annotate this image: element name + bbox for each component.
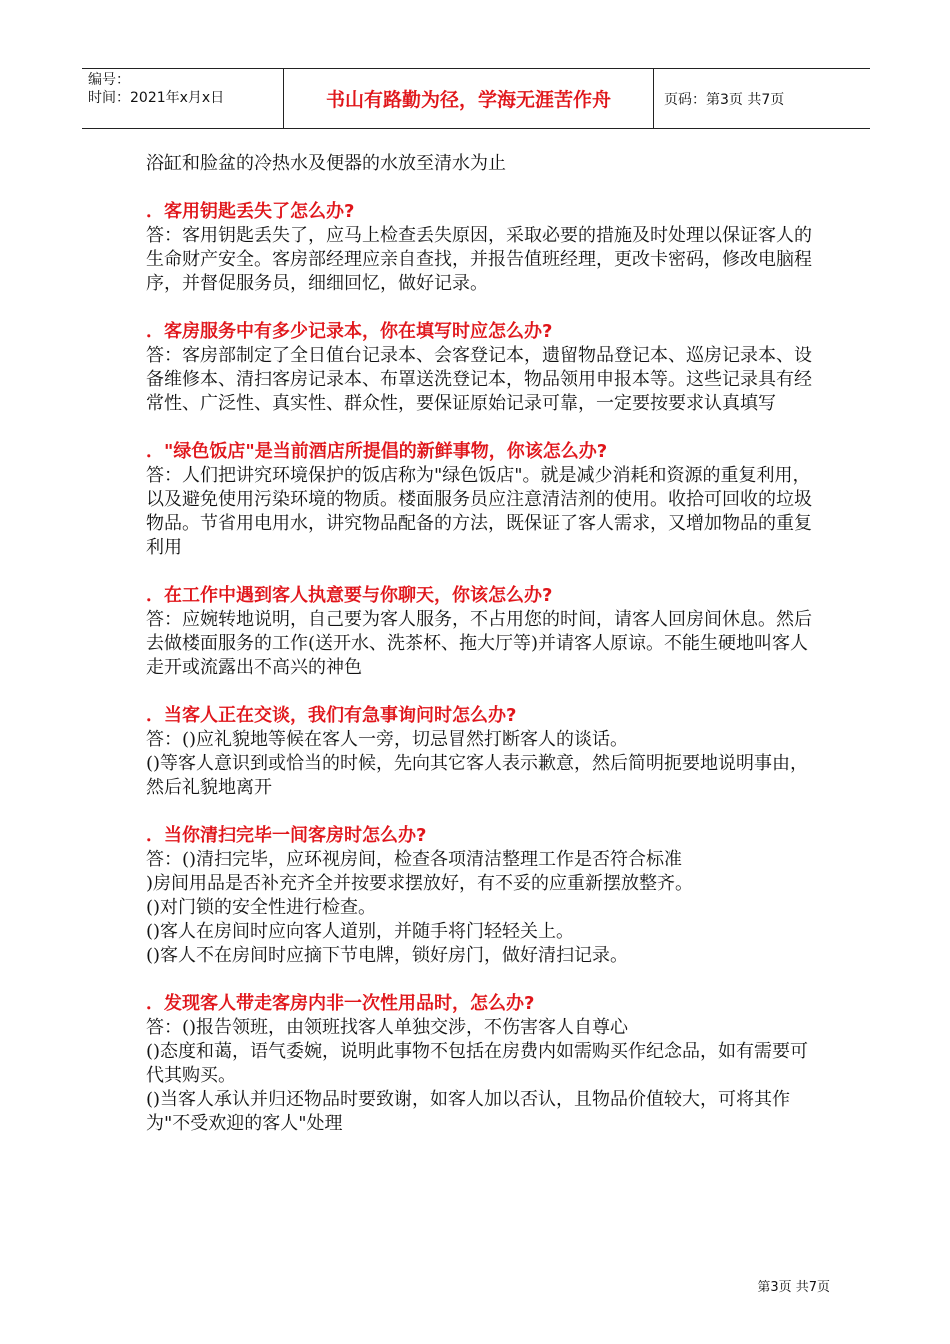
- date-label: 时间：2021年x月x日: [88, 90, 225, 106]
- answer-paragraph: 答：客房部制定了全日值台记录本、会客登记本，遗留物品登记本、巡房记录本、设备维修本、清扫客房记录本、布罩送洗登记本，物品领用申报本等。这些记录具有经常性、广泛性、真实性、群众性，要保证原始记录可靠，一定要按要求认真填写: [146, 345, 812, 414]
- code-label: 编号：: [88, 72, 130, 88]
- question-heading: ．当你清扫完毕一间客房时怎么办?: [146, 825, 427, 846]
- question-heading: ．在工作中遇到客人执意要与你聊天，你该怎么办?: [146, 585, 553, 606]
- header-meta: [82, 69, 284, 128]
- intro-paragraph: 浴缸和脸盆的冷热水及便器的水放至清水为止: [146, 153, 506, 174]
- header-page-label: 页码：第3页 共7页: [664, 91, 785, 108]
- answer-paragraph: 答：人们把讲究环境保护的饭店称为"绿色饭店"。就是减少消耗和资源的重复利用，以及避免使用污染环境的物质。楼面服务员应注意清洁剂的使用。收拾可回收的垃圾物品。节省用电用水，讲究物品配备的方法，既保证了客人需求，又增加物品的重复利用: [146, 465, 812, 558]
- qa-section: [146, 584, 826, 680]
- page-footer: 第3页 共7页: [757, 1280, 830, 1295]
- qa-section: [146, 320, 826, 416]
- qa-section: [146, 200, 826, 296]
- page-header: [82, 68, 870, 129]
- header-motto-cell: [284, 69, 654, 128]
- answer-paragraph: 答：()报告领班，由领班找客人单独交涉，不伤害客人自尊心 ()态度和蔼，语气委婉，说明此事物不包括在房费内如需购买作纪念品，如有需要可代其购买。 ()当客人承认并归还物品时要致谢，如客人加以否认，且物品价值较大，可将其作为"不受欢迎的客人"处理: [146, 1017, 809, 1134]
- document-body: [146, 152, 826, 1136]
- header-motto: 书山有路勤为径，学海无涯苦作舟: [325, 89, 611, 111]
- question-heading: ．当客人正在交谈，我们有急事询问时怎么办?: [146, 705, 517, 726]
- question-heading: ．"绿色饭店"是当前酒店所提倡的新鲜事物，你该怎么办?: [146, 441, 608, 462]
- question-heading: ．客用钥匙丢失了怎么办?: [146, 201, 355, 222]
- question-heading: ．发现客人带走客房内非一次性用品时，怎么办?: [146, 993, 535, 1014]
- qa-section: [146, 440, 826, 560]
- qa-section: [146, 704, 826, 800]
- question-heading: ．客房服务中有多少记录本，你在填写时应怎么办?: [146, 321, 553, 342]
- answer-paragraph: 答：应婉转地说明，自己要为客人服务，不占用您的时间，请客人回房间休息。然后去做楼面服务的工作(送开水、洗茶杯、拖大厅等)并请客人原谅。不能生硬地叫客人走开或流露出不高兴的神色: [146, 609, 812, 678]
- answer-paragraph: 答：客用钥匙丢失了，应马上检查丢失原因，采取必要的措施及时处理以保证客人的生命财产安全。客房部经理应亲自查找，并报告值班经理，更改卡密码，修改电脑程序，并督促服务员，细细回忆，做好记录。: [146, 225, 812, 294]
- answer-paragraph: 答：()应礼貌地等候在客人一旁，切忌冒然打断客人的谈话。 ()等客人意识到或恰当的时候，先向其它客人表示歉意，然后简明扼要地说明事由，然后礼貌地离开: [146, 729, 809, 798]
- qa-section: [146, 824, 826, 968]
- answer-paragraph: 答：()清扫完毕，应环视房间，检查各项清洁整理工作是否符合标准 )房间用品是否补充齐全并按要求摆放好，有不妥的应重新摆放整齐。 ()对门锁的安全性进行检查。 ()客人在房间时应向客人道别，并随手将门轻轻关上。 ()客人不在房间时应摘下节电牌，锁好房门，做好清扫记录。: [146, 849, 694, 966]
- header-page-cell: [654, 69, 870, 128]
- qa-section: [146, 992, 826, 1136]
